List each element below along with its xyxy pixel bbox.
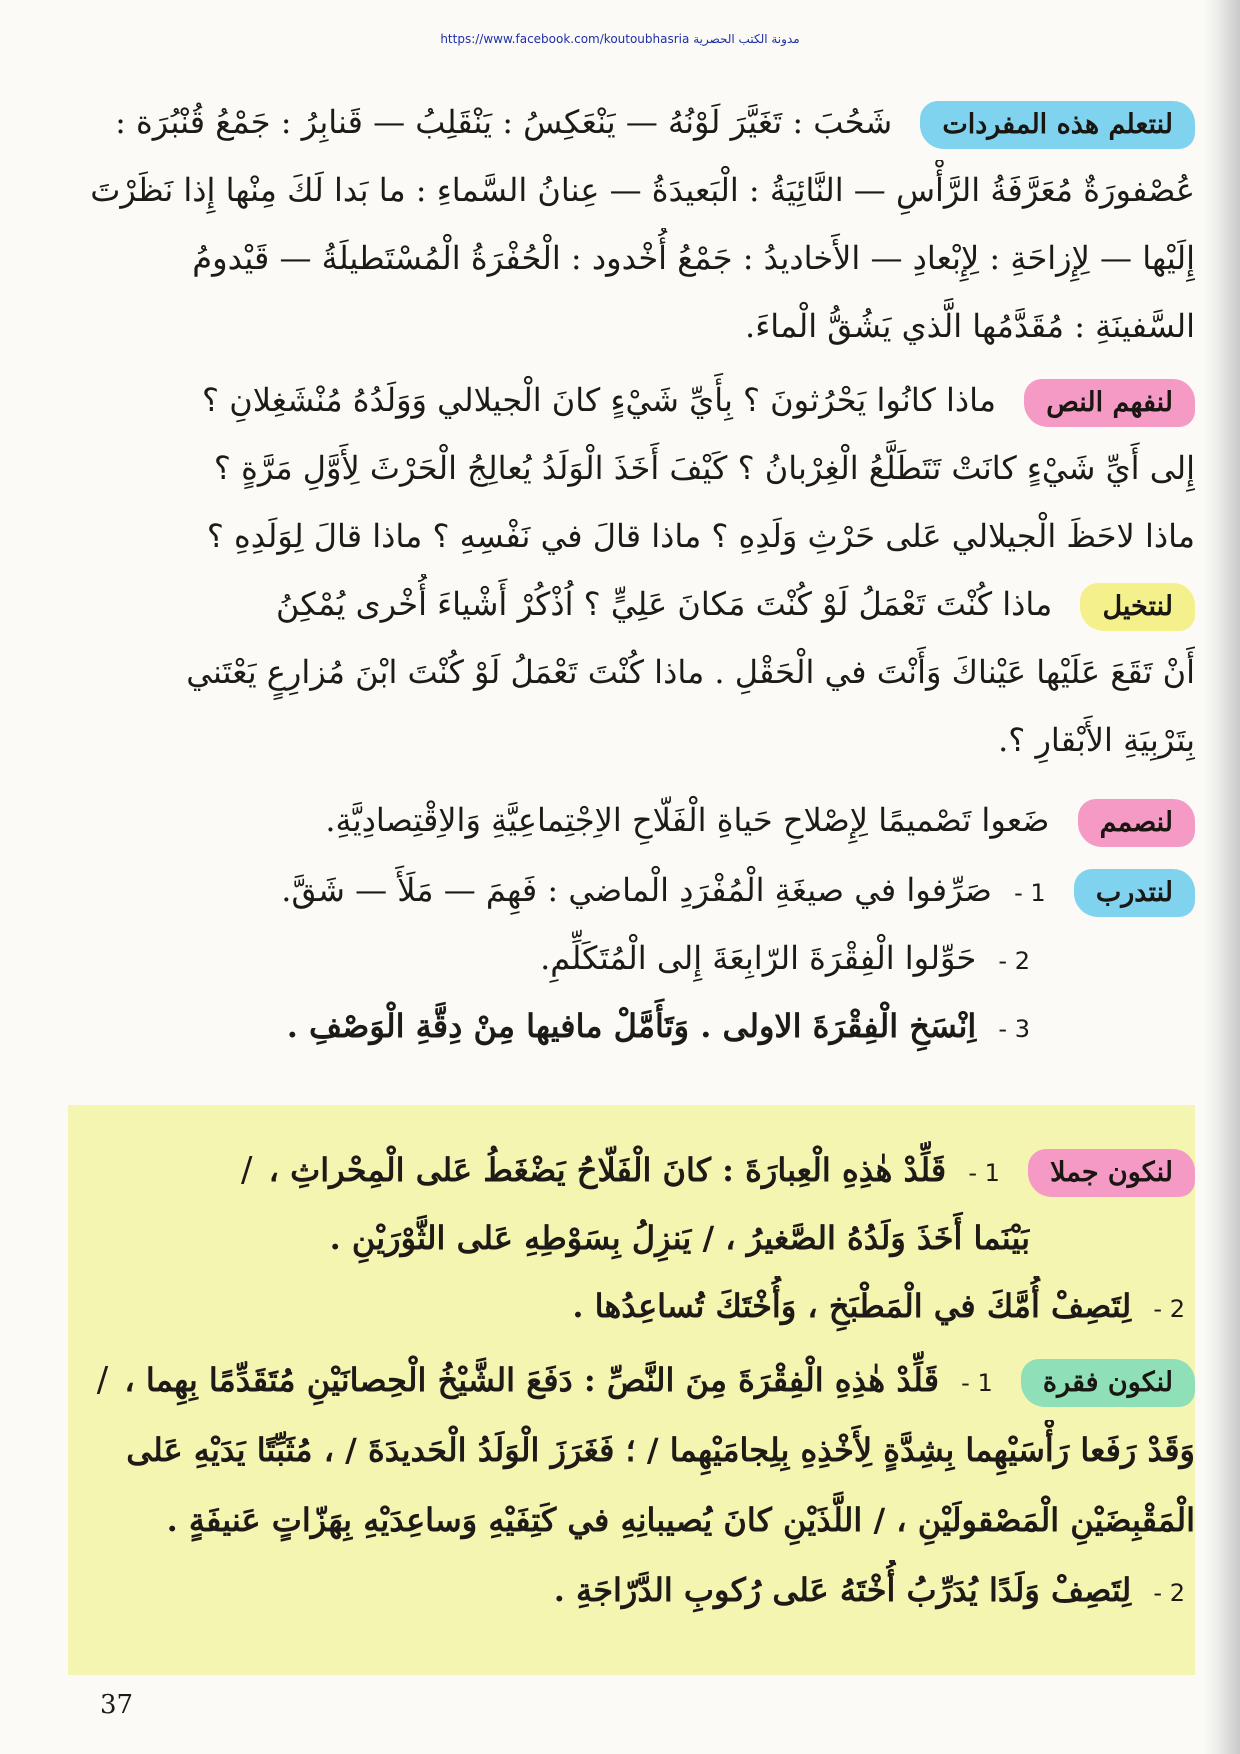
vocab-line-1 (85, 92, 1195, 152)
practice-item-1 (85, 860, 1195, 920)
sentence-item-1-text: قَلِّدْ هٰذِهِ الْعِبارَةَ : كانَ الْفَلّاحُ يَضْغَطُ عَلى الْمِحْراثِ ، (268, 1151, 947, 1189)
paragraph-item-1-line-2: وَقَدْ رَفَعا رَأْسَيْهِما بِشِدَّةٍ لِأَخْذِهِ بِلِجامَيْهِما / ؛ فَغَرَزَ الْوَلَدُ الْحَديدَةَ / ، مُثَبِّتًا يَدَيْهِ عَلى (126, 1431, 1195, 1469)
sentence-item-1 (85, 1140, 1195, 1200)
practice-item-1-text: صَرِّفوا في صيغَةِ الْمُفْرَدِ الْماضي : فَهِمَ — مَلَأَ — شَقَّ. (281, 871, 992, 909)
comprehension-line-3: ماذا لاحَظَ الْجيلالي عَلى حَرْثِ وَلَدِهِ ؟ ماذا قالَ في نَفْسِهِ ؟ ماذا قالَ لِوَلَدِهِ ؟ (206, 517, 1195, 555)
practice-item-2 (85, 928, 1030, 988)
comprehension-text-1: ماذا كانُوا يَحْرُثونَ ؟ بِأَيِّ شَيْءٍ كانَ الْجيلالي وَوَلَدُهُ مُنْشَغِلانِ ؟ (202, 381, 997, 419)
design-badge: لنصمم (1078, 799, 1195, 847)
practice-item-1-number: 1 - (1014, 879, 1046, 907)
imagination-badge: لنتخيل (1080, 583, 1195, 631)
vocab-line-3: إِلَيْها — لِإِزاحَةِ : لِإِبْعادِ — الأَخاديدُ : جَمْعُ أُخْدود : الْحُفْرَةُ الْمُسْتَطيلَةُ — قَيْدومُ (192, 239, 1195, 277)
practice-item-2-text: حَوِّلوا الْفِقْرَةَ الرّابِعَةَ إِلى الْمُتَكَلِّمِ. (540, 939, 977, 977)
sentence-badge: لنكون جملا (1028, 1149, 1195, 1197)
imagination-line-2: أَنْ تَقَعَ عَلَيْها عَيْناكَ وَأَنْتَ في الْحَقْلِ . ماذا كُنْتَ تَعْمَلُ لَوْ كُنْتَ ابْنَ مُزارِعٍ يَعْتَني (186, 653, 1195, 691)
vocab-line-2: عُصْفورَةٌ مُعَرَّفَةُ الرَّأْسِ — النَّائِيَةُ : الْبَعيدَةُ — عِنانُ السَّماءِ : ما بَدا لَكَ مِنْها إِذا نَظَرْتَ (90, 171, 1195, 209)
paragraph-item-1-number: 1 - (961, 1369, 993, 1397)
sentence-item-2-number: 2 - (1153, 1295, 1185, 1323)
vocab-text-1: شَحُبَ : تَغَيَّرَ لَوْنُهُ — يَنْعَكِسُ : يَنْقَلِبُ — قَنابِرُ : جَمْعُ قُنْبُرَة : (115, 103, 893, 141)
imagination-line-3: بِتَرْبِيَةِ الأَبْقارِ ؟. (998, 721, 1195, 759)
practice-item-3 (85, 996, 1030, 1056)
paragraph-badge: لنكون فقرة (1021, 1359, 1195, 1407)
comprehension-line-2: إِلى أَيِّ شَيْءٍ كانَتْ تَتَطَلَّعُ الْغِرْبانُ ؟ كَيْفَ أَخَذَ الْوَلَدُ يُعالِجُ الْحَرْثَ لِأَوَّلِ مَرَّةٍ ؟ (213, 449, 1195, 487)
imagination-text-1: ماذا كُنْتَ تَعْمَلُ لَوْ كُنْتَ مَكانَ عَلِيٍّ ؟ اُذْكُرْ أَشْياءَ أُخْرى يُمْكِنُ (275, 585, 1053, 623)
sentence-item-1-number: 1 - (968, 1159, 1000, 1187)
sentence-item-1-continued: بَيْنَما أَخَذَ وَلَدُهُ الصَّغيرُ ، / يَنزِلُ بِسَوْطِهِ عَلى الثَّوْرَيْنِ . (329, 1219, 1030, 1257)
imagination-line-1 (85, 574, 1195, 634)
paragraph-item-2-number: 2 - (1153, 1579, 1185, 1607)
comprehension-badge: لنفهم النص (1024, 379, 1195, 427)
practice-item-2-number: 2 - (998, 947, 1030, 975)
paragraph-item-2-text: لِتَصِفْ وَلَدًا يُدَرِّبُ أُخْتَهُ عَلى رُكوبِ الدَّرّاجَةِ . (553, 1571, 1132, 1609)
paragraph-slash: / (96, 1360, 109, 1400)
paragraph-item-2 (85, 1560, 1185, 1620)
design-line-1 (85, 790, 1195, 850)
comprehension-line-1 (85, 370, 1195, 430)
vocab-badge: لنتعلم هذه المفردات (920, 101, 1195, 149)
paragraph-item-1-text: قَلِّدْ هٰذِهِ الْفِقْرَةَ مِنَ النَّصِّ : دَفَعَ الشَّيْخُ الْحِصانَيْنِ مُتَقَدِّمًا بِهِما ، (124, 1361, 939, 1399)
paragraph-item-1-line-3: الْمَقْبِضَيْنِ الْمَصْقولَيْنِ ، / اللَّذَيْنِ كانَ يُصيبانِهِ في كَتِفَيْهِ وَساعِدَيْهِ بِهَزّاتٍ عَنيفَةٍ . (166, 1501, 1195, 1539)
design-text-1: ضَعوا تَصْميمًا لِإِصْلاحِ حَياةِ الْفَلّاحِ الاِجْتِماعِيَّةِ وَالاِقْتِصادِيَّةِ. (325, 801, 1050, 839)
sentence-item-2-text: لِتَصِفْ أُمَّكَ في الْمَطْبَخِ ، وَأُخْتَكَ تُساعِدُها . (572, 1287, 1132, 1325)
practice-item-3-text: اِنْسَخِ الْفِقْرَةَ الاولى . وَتَأَمَّلْ مافيها مِنْ دِقَّةِ الْوَصْفِ . (286, 1007, 977, 1045)
page-number: 37 (100, 1690, 134, 1720)
source-url: https://www.facebook.com/koutoubhasria مدونة الكتب الحصرية (440, 32, 800, 46)
practice-badge: لنتدرب (1074, 869, 1195, 917)
sentence-item-2 (85, 1276, 1185, 1336)
practice-item-3-number: 3 - (998, 1015, 1030, 1043)
vocab-line-4: السَّفينَةِ : مُقَدَّمُها الَّذي يَشُقُّ الْماءَ. (745, 307, 1195, 345)
sentence-slash: / (240, 1150, 253, 1190)
paragraph-item-1 (85, 1350, 1195, 1410)
